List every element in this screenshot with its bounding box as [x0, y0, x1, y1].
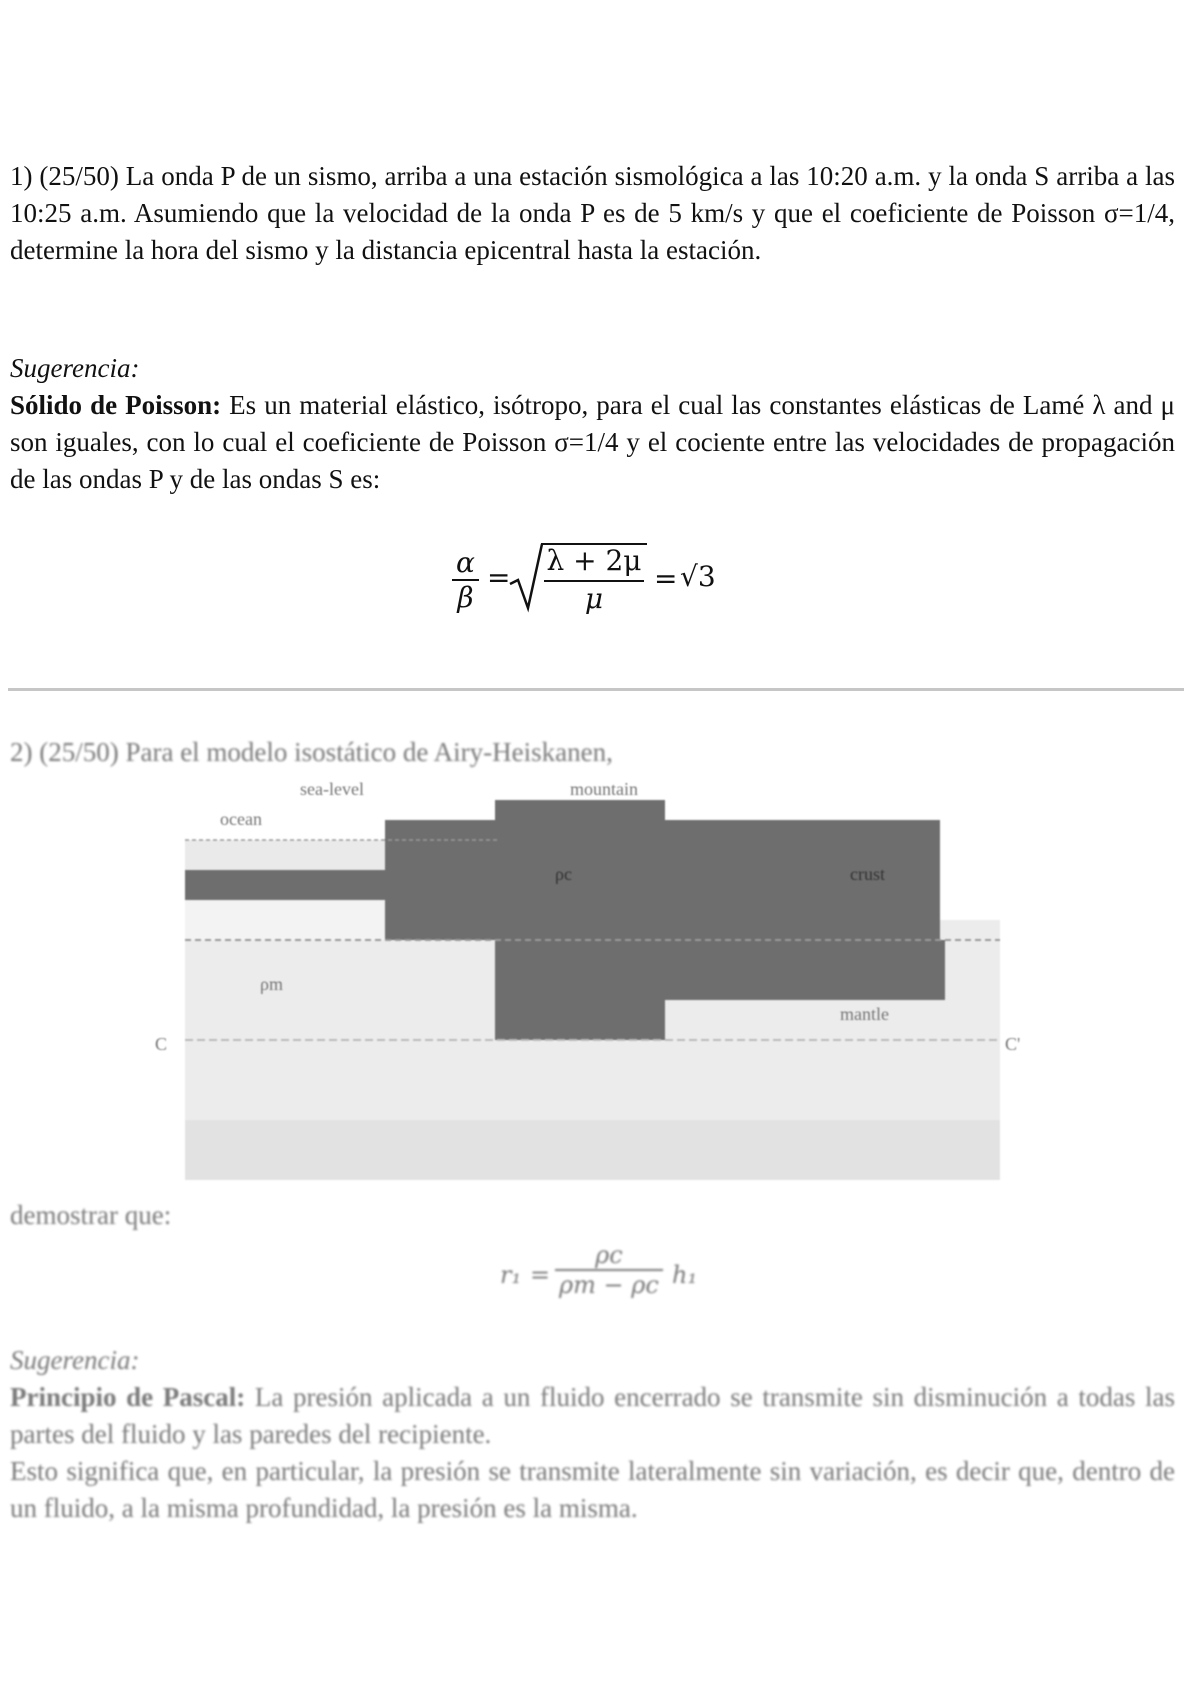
hint-2-paragraph	[10, 1379, 1175, 1453]
rho-c-num: ρc	[555, 1241, 663, 1271]
density-fraction	[555, 1241, 663, 1299]
hint-text: Es un material elástico, isótropo, para el cual las constantes elásticas de Lamé λ and μ son iguales, con lo cual el coeficiente de Poisson σ=1/4 y el cociente entre las velocidades de propagación de las ondas P y de las ondas S es:	[10, 390, 1175, 494]
equals-sign: =	[487, 561, 511, 594]
label-C: C	[155, 1034, 168, 1054]
label-crust: crust	[850, 864, 885, 884]
sqrt-3: √3	[680, 560, 716, 593]
label-sea-level: sea-level	[300, 779, 364, 799]
hint-term: Sólido de Poisson:	[10, 390, 222, 420]
hint-paragraph	[10, 387, 1175, 498]
hint-2-text: La presión aplicada a un fluido encerrado se transmite sin disminución a todas las partes del fluido y las paredes del recipiente.	[10, 1382, 1175, 1449]
ocean-region	[185, 840, 385, 872]
problem-1-statement: 1) (25/50) La onda P de un sismo, arriba a una estación sismológica a las 10:20 a.m. y la onda S arriba a las 10:25 a.m. Asumiendo que la velocidad de la onda P es de 5 km/s y que el coeficiente de Poisson σ=1/4, determine la hora del sismo y la distancia epicentral hasta la estación.	[10, 161, 1175, 265]
label-rho-c: ρc	[555, 864, 572, 884]
velocity-ratio-formula	[452, 538, 742, 618]
label-mountain: mountain	[570, 779, 638, 799]
rho-diff-den: ρm − ρc	[559, 1271, 659, 1299]
lower-band	[185, 1120, 1000, 1180]
problem-2-hint	[10, 1342, 1175, 1527]
equals-sign-3: =	[530, 1261, 551, 1289]
ocean-crust	[185, 872, 385, 900]
label-C-prime: C'	[1005, 1034, 1021, 1054]
radical-sign	[508, 542, 544, 614]
label-ocean: ocean	[220, 809, 262, 829]
problem-2-title: 2) (25/50) Para el modelo isostático de Airy-Heiskanen,	[10, 737, 613, 767]
plateau-root	[665, 940, 795, 995]
beta: β	[457, 581, 474, 614]
root-depth-formula	[500, 1237, 740, 1317]
alpha: α	[452, 546, 479, 581]
h1: h₁	[672, 1261, 698, 1289]
r1: r₁	[500, 1261, 522, 1289]
mountain-root	[495, 940, 665, 1040]
airy-heiskanen-diagram	[150, 779, 1030, 1185]
section-divider	[8, 688, 1184, 691]
problem-1-hint	[10, 350, 1175, 498]
hint-2-label: Sugerencia:	[10, 1345, 140, 1375]
lambda-2mu: λ + 2μ	[546, 544, 642, 577]
hint-label: Sugerencia:	[10, 353, 140, 383]
label-rho-m: ρm	[260, 974, 283, 994]
hint-2-term: Principio de Pascal:	[10, 1382, 246, 1412]
mu: μ	[584, 582, 604, 615]
hint-2-paragraph-2: Esto significa que, en particular, la presión se transmite lateralmente sin variación, es decir que, dentro de un fluido, a la misma profundidad, la presión es la misma.	[10, 1456, 1175, 1523]
label-mantle: mantle	[840, 1004, 889, 1024]
problem-2-demonstrate: demostrar que:	[10, 1200, 172, 1230]
equals-sign-2: =	[654, 562, 678, 595]
alpha-beta-fraction	[452, 546, 479, 614]
